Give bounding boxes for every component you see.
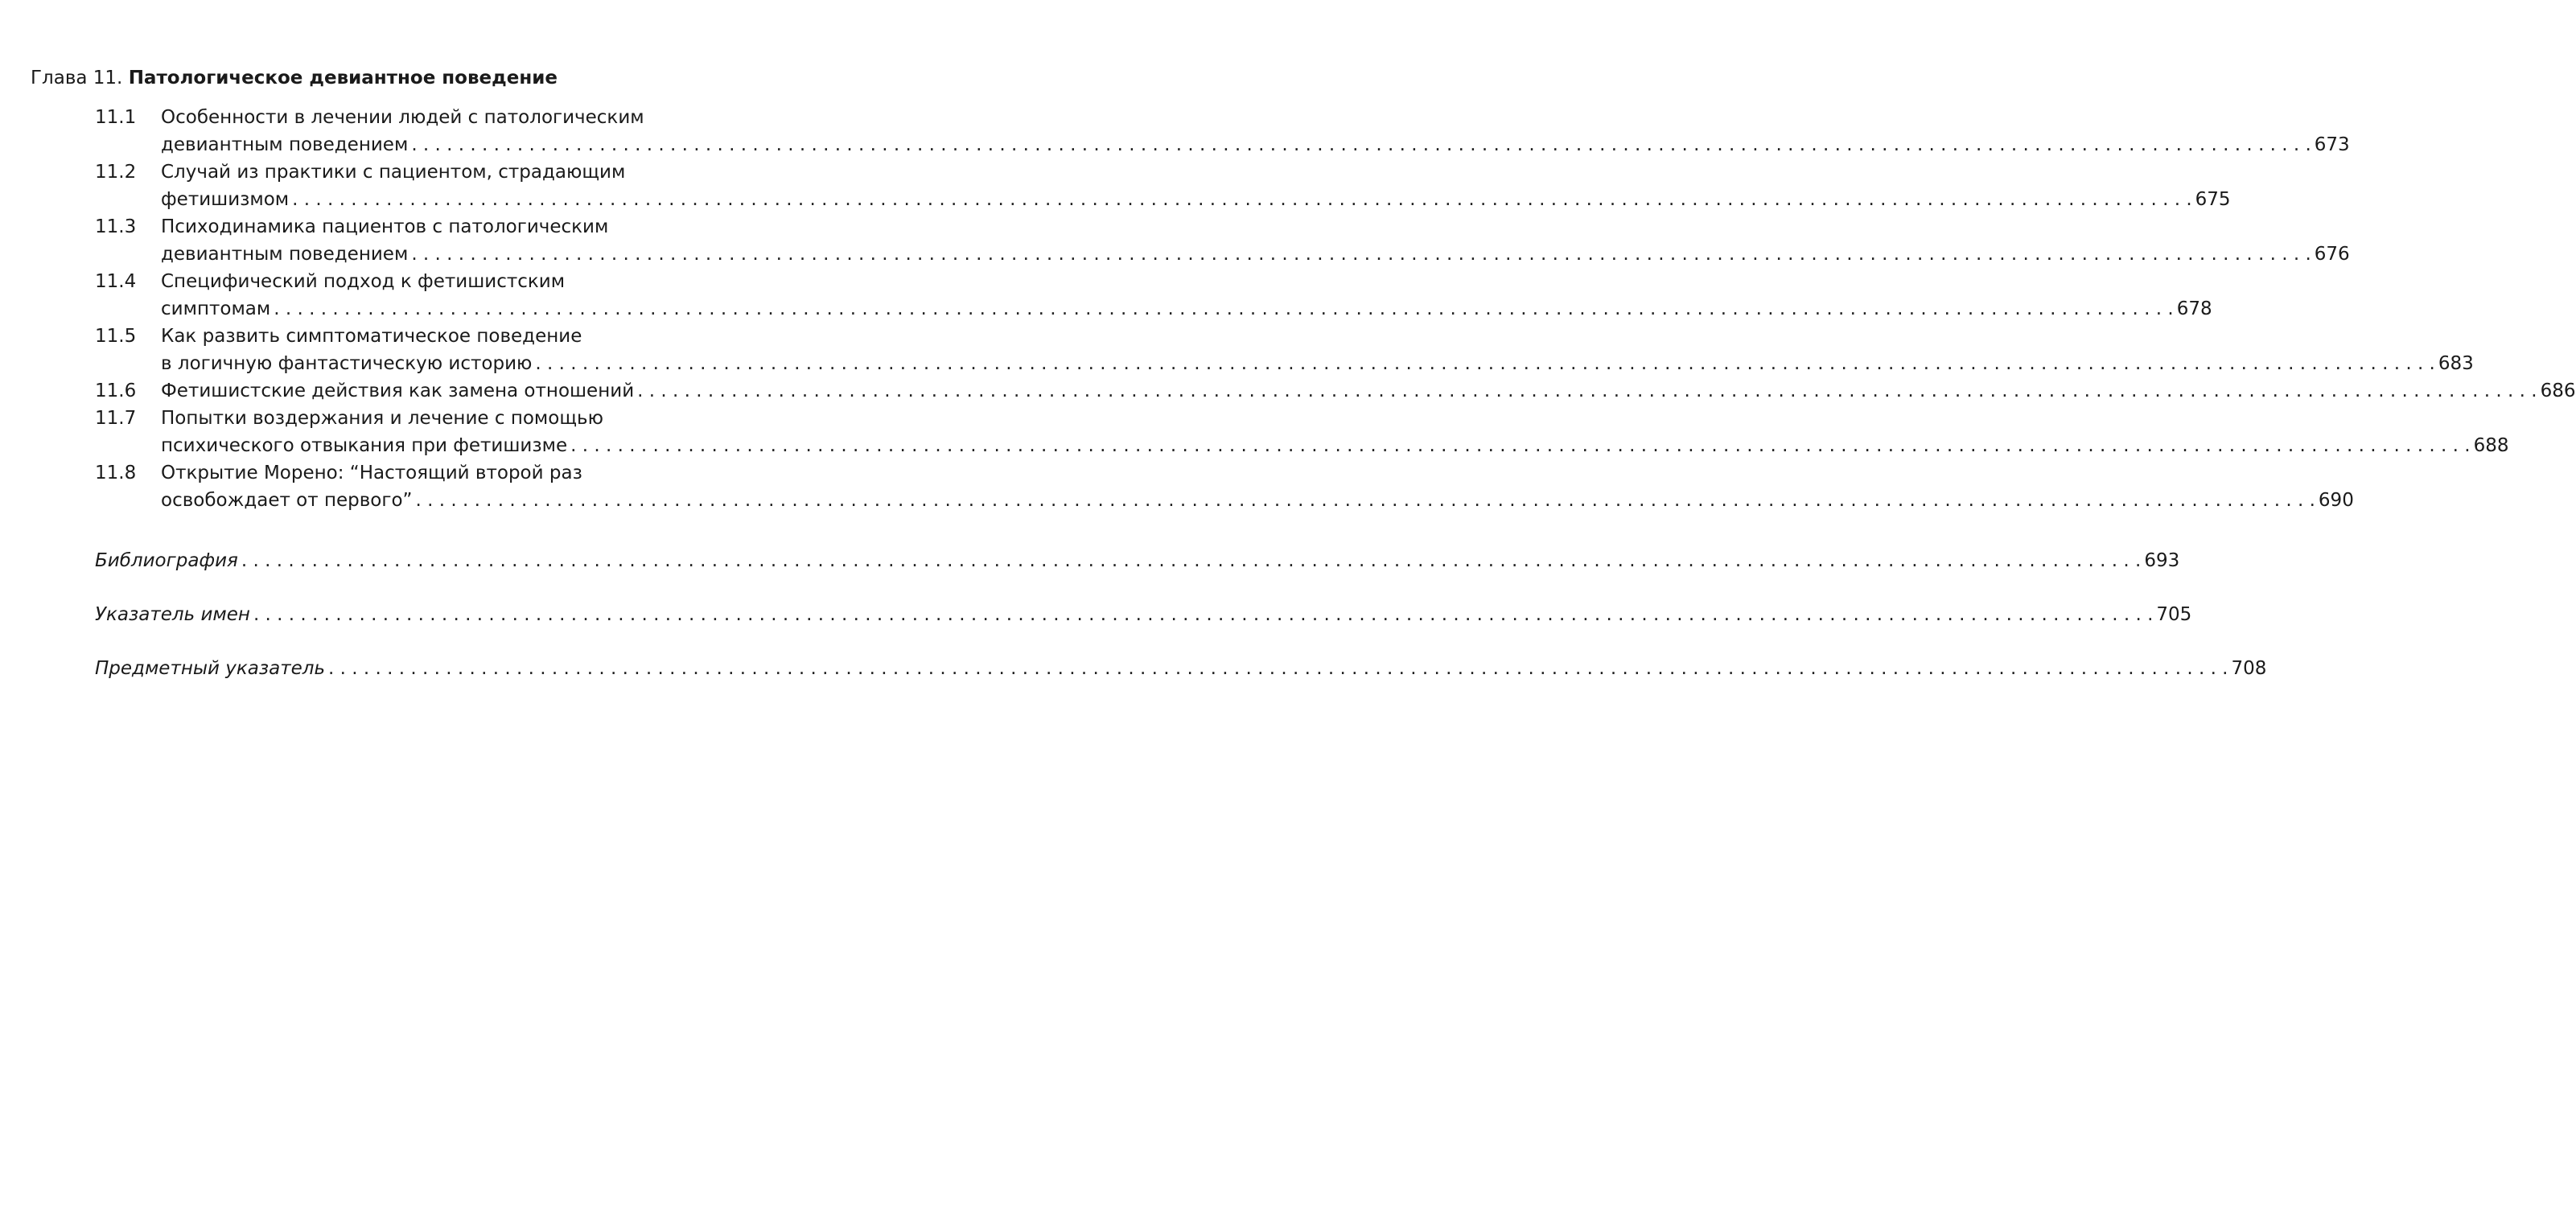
toc-entry-last-line — [161, 350, 2474, 377]
toc-entry-number: 11.1 — [95, 107, 137, 128]
toc-entry-page: 686 — [2540, 381, 2576, 401]
dot-leader — [570, 432, 2470, 459]
toc-entry-text — [161, 158, 2231, 213]
toc-entry-number: 11.6 — [95, 381, 137, 401]
name-index-title: Указатель имен — [95, 604, 250, 625]
toc-entry-11-8[interactable] — [95, 459, 2354, 514]
toc-entry-text — [161, 104, 2350, 158]
dot-leader — [535, 350, 2434, 377]
toc-entry-last-line — [161, 131, 2350, 158]
toc-entry-page: 675 — [2195, 189, 2231, 210]
chapter-heading — [31, 64, 558, 92]
toc-entry-number: 11.7 — [95, 408, 137, 429]
toc-entry-line: симптомам — [161, 298, 271, 319]
subject-index-title: Предметный указатель — [95, 658, 326, 679]
toc-entry-11-3[interactable] — [95, 213, 2350, 268]
toc-entry-text — [161, 323, 2474, 377]
toc-entry-line: фетишизмом — [161, 189, 290, 210]
dot-leader — [411, 131, 2311, 158]
bibliography-page: 693 — [2144, 550, 2180, 571]
toc-entry-text — [161, 213, 2350, 268]
toc-entry-last-line — [161, 377, 2576, 405]
toc-entry-number: 11.2 — [95, 162, 137, 183]
dot-leader — [411, 241, 2311, 268]
toc-entry-bibliography[interactable] — [95, 547, 2180, 574]
toc-entry-11-5[interactable] — [95, 323, 2474, 377]
dot-leader — [253, 601, 2153, 628]
toc-entry-line: в логичную фантастическую историю — [161, 353, 533, 374]
toc-entry-line: девиантным поведением — [161, 244, 409, 265]
toc-entry-subject-index[interactable] — [95, 655, 2267, 682]
toc-entry-text — [161, 459, 2354, 514]
dot-leader — [292, 186, 2191, 213]
toc-entry-line: психического отвыкания при фетишизме — [161, 435, 568, 456]
toc-entry-last-line — [161, 432, 2508, 459]
toc-entry-text — [161, 268, 2212, 323]
toc-entry-number: 11.4 — [95, 271, 137, 292]
toc-entry-text — [161, 377, 2576, 405]
toc-entry-page: 676 — [2314, 244, 2350, 265]
toc-entry-line: Психодинамика пациентов с патологическим — [161, 216, 609, 237]
toc-entry-text — [161, 405, 2508, 459]
toc-entry-number: 11.8 — [95, 463, 137, 483]
toc-entry-line: освобождает от первого” — [161, 490, 413, 511]
toc-entry-last-line — [161, 295, 2212, 323]
dot-leader — [274, 295, 2173, 323]
toc-entry-page: 678 — [2176, 298, 2212, 319]
toc-entry-last-line — [161, 186, 2231, 213]
toc-entry-line: Специфический подход к фетишистским — [161, 271, 566, 292]
chapter-title: Патологическое девиантное поведение — [128, 68, 558, 88]
name-index-page: 705 — [2156, 604, 2192, 625]
toc-entry-line: Фетишистские действия как замена отношений — [161, 381, 635, 401]
toc-entry-number: 11.3 — [95, 216, 137, 237]
toc-entry-name-index[interactable] — [95, 601, 2192, 628]
toc-entry-page: 690 — [2318, 490, 2354, 511]
toc-list — [95, 104, 2576, 514]
toc-entry-line: Особенности в лечении людей с патологическим — [161, 107, 644, 128]
dot-leader — [415, 487, 2315, 514]
subject-index-page: 708 — [2231, 658, 2267, 679]
toc-entry-11-1[interactable] — [95, 104, 2350, 158]
chapter-prefix: Глава 11. — [31, 68, 123, 88]
toc-entry-page: 673 — [2314, 134, 2350, 155]
toc-entry-line: Случай из практики с пациентом, страдающим — [161, 162, 626, 183]
toc-entry-11-2[interactable] — [95, 158, 2231, 213]
dot-leader — [241, 547, 2141, 574]
toc-entry-11-7[interactable] — [95, 405, 2509, 459]
toc-entry-page: 683 — [2438, 353, 2474, 374]
toc-entry-line: Как развить симптоматическое поведение — [161, 326, 582, 347]
toc-entry-number: 11.5 — [95, 326, 137, 347]
toc-entry-11-4[interactable] — [95, 268, 2212, 323]
toc-entry-11-6[interactable] — [95, 377, 2576, 405]
toc-entry-line: Открытие Морено: “Настоящий второй раз — [161, 463, 582, 483]
dot-leader — [637, 377, 2537, 405]
toc-entry-line: Попытки воздержания и лечение с помощью — [161, 408, 603, 429]
toc-entry-last-line — [161, 487, 2354, 514]
toc-entry-page: 688 — [2473, 435, 2509, 456]
dot-leader — [328, 655, 2228, 682]
toc-entry-last-line — [161, 241, 2350, 268]
bibliography-title: Библиография — [95, 550, 238, 571]
toc-entry-line: девиантным поведением — [161, 134, 409, 155]
